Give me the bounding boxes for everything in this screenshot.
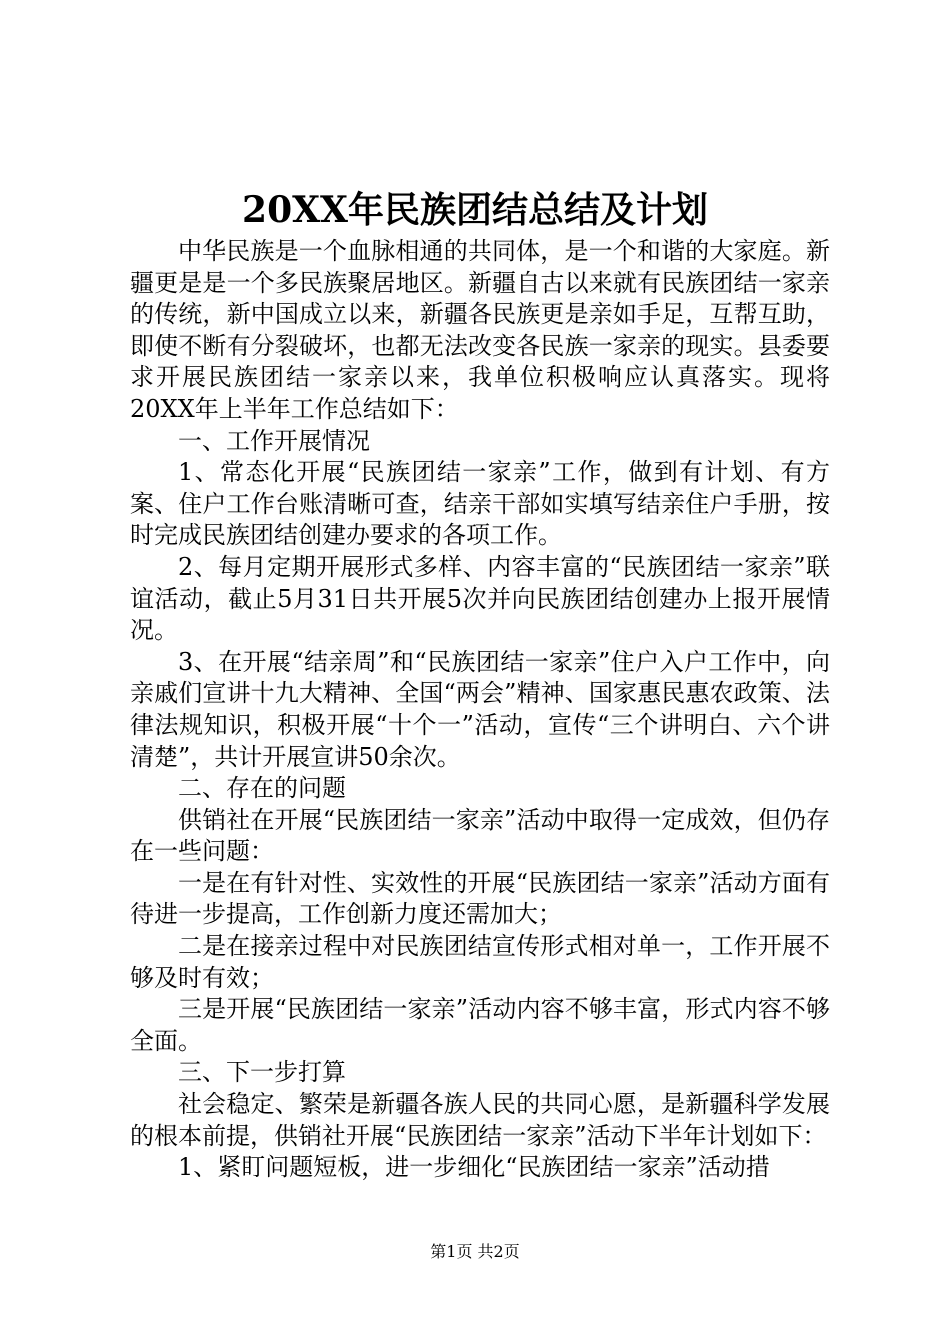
paragraph-item: 2、每月定期开展形式多样、内容丰富的“民族团结一家亲”联谊活动，截止5月31日共开展5次并向民族团结创建办上报开展情况。 <box>130 552 830 645</box>
paragraph-item: 三是开展“民族团结一家亲”活动内容不够丰富，形式内容不够全面。 <box>130 995 830 1055</box>
paragraph-item: 社会稳定、繁荣是新疆各族人民的共同心愿，是新疆科学发展的根本前提，供销社开展“民族团结一家亲”活动下半年计划如下： <box>130 1090 830 1150</box>
paragraph-item: 供销社在开展“民族团结一家亲”活动中取得一定成效，但仍存在一些问题： <box>130 805 830 866</box>
section-heading-2: 二、存在的问题 <box>178 774 346 803</box>
document-title: 20XX年民族团结总结及计划 <box>242 189 708 231</box>
paragraph-intro: 中华民族是一个血脉相通的共同体，是一个和谐的大家庭。新疆更是是一个多民族聚居地区。新疆自古以来就有民族团结一家亲的传统，新中国成立以来，新疆各民族更是亲如手足，互帮互助，即使不断有分裂破坏，也都无法改变各民族一家亲的现实。县委要求开展民族团结一家亲以来，我单位积极响应认真落实。现将20XX年上半年工作总结如下： <box>130 237 830 423</box>
paragraph-item: 1、常态化开展“民族团结一家亲”工作，做到有计划、有方案、住户工作台账清晰可查，结亲干部如实填写结亲住户手册，按时完成民族团结创建办要求的各项工作。 <box>130 458 830 550</box>
paragraph-item: 一是在有针对性、实效性的开展“民族团结一家亲”活动方面有待进一步提高，工作创新力度还需加大； <box>130 868 830 929</box>
section-heading-1: 一、工作开展情况 <box>178 426 370 455</box>
document-body <box>130 236 830 1184</box>
page-number: 第1页 共2页 <box>430 1242 520 1261</box>
paragraph-item: 二是在接亲过程中对民族团结宣传形式相对单一，工作开展不够及时有效； <box>130 932 830 992</box>
paragraph-item: 1、紧盯问题短板，进一步细化“民族团结一家亲”活动措 <box>178 1153 770 1182</box>
section-heading-3: 三、下一步打算 <box>178 1058 346 1087</box>
paragraph-item: 3、在开展“结亲周”和“民族团结一家亲”住户入户工作中，向亲戚们宣讲十九大精神、全国“两会”精神、国家惠民惠农政策、法律法规知识，积极开展“十个一”活动，宣传“三个讲明白、六个讲清楚”，共计开展宣讲50余次。 <box>130 647 830 771</box>
